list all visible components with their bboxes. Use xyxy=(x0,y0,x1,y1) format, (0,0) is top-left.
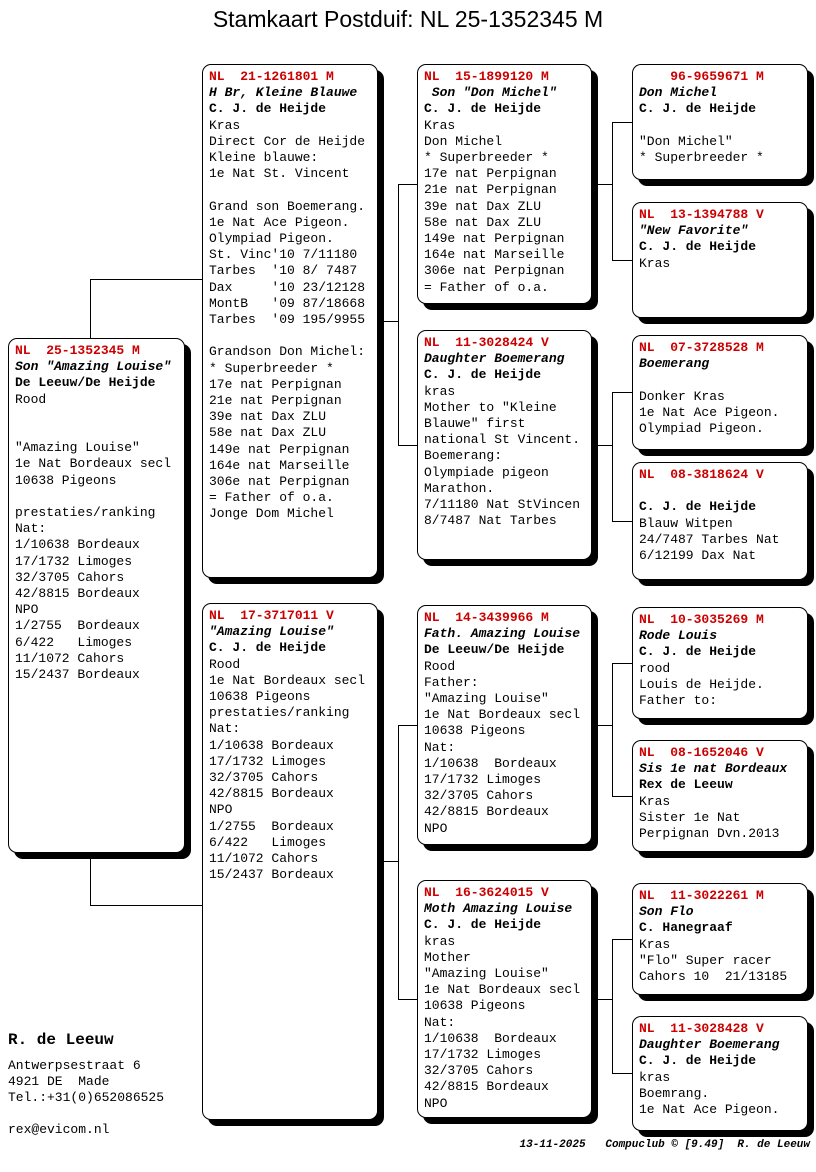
pedigree-line: 1/10638 Bordeaux xyxy=(424,1030,557,1046)
pedigree-line: 15/2437 Bordeaux xyxy=(209,867,334,883)
pedigree-box-dsd xyxy=(632,740,808,852)
pedigree-line: 96-9659671 M xyxy=(639,69,764,84)
connector-line xyxy=(612,1073,633,1074)
pedigree-line: 17/1732 Limoges xyxy=(15,553,133,569)
connector-line xyxy=(612,796,633,797)
pedigree-line: C. J. de Heijde xyxy=(209,101,327,117)
pedigree-line: national St Vincent. xyxy=(424,432,581,448)
pedigree-box-dam-dam xyxy=(417,880,592,1118)
connector-line xyxy=(612,939,633,940)
pedigree-line: NPO xyxy=(424,820,448,836)
pedigree-line: 32/3705 Cahors xyxy=(209,770,319,786)
pedigree-line: 1/2755 Bordeaux xyxy=(15,618,140,634)
connector-line xyxy=(592,445,613,446)
pedigree-line: "Amazing Louise" xyxy=(424,966,549,982)
connector-line xyxy=(612,663,613,797)
connector-line xyxy=(592,184,613,185)
pedigree-line: De Leeuw/De Heijde xyxy=(15,375,156,391)
pedigree-line xyxy=(209,328,371,344)
pedigree-line: C. J. de Heijde xyxy=(639,499,757,515)
pedigree-line: Blauwe" first xyxy=(424,416,526,432)
pedigree-line: NL 16-3624015 V xyxy=(424,885,549,900)
pedigree-line: 1/2755 Bordeaux xyxy=(209,818,334,834)
pedigree-line: St. Vinc'10 7/11180 xyxy=(209,247,358,263)
pedigree-line: Grand son Boemerang. xyxy=(209,198,366,214)
pedigree-line: 306e nat Perpignan xyxy=(209,474,350,490)
pedigree-line: 1/10638 Bordeaux xyxy=(209,737,334,753)
pedigree-line: prestaties/ranking xyxy=(15,505,156,521)
pedigree-line: Kras xyxy=(424,117,456,133)
pedigree-line: 7/11180 Nat StVincen xyxy=(424,497,581,513)
pedigree-line: 6/12199 Dax Nat xyxy=(639,548,757,564)
pedigree-line: NPO xyxy=(424,1095,448,1111)
pedigree-line: "New Favorite" xyxy=(639,223,749,239)
pedigree-line: NL 08-3818624 V xyxy=(639,467,764,482)
pedigree-line: 1/10638 Bordeaux xyxy=(15,537,140,553)
pedigree-line: Son Flo xyxy=(639,904,694,920)
pedigree-line: Sister 1e Nat xyxy=(639,809,741,825)
footer-credit: 13-11-2025 Compuclub © [9.49] R. de Leeuw xyxy=(519,1139,810,1151)
pedigree-line xyxy=(15,489,178,505)
connector-line xyxy=(90,905,203,906)
pedigree-line: C. J. de Heijde xyxy=(424,367,542,383)
pedigree-line: Direct Cor de Heijde xyxy=(209,133,366,149)
connector-line xyxy=(378,321,399,322)
pedigree-line: prestaties/ranking xyxy=(209,705,350,721)
pedigree-line: C. Hanegraaf xyxy=(639,920,733,936)
pedigree-box-subject xyxy=(8,338,185,853)
pedigree-line: Rode Louis xyxy=(639,628,718,644)
pedigree-box-dam xyxy=(202,603,378,1120)
pedigree-line: Kleine blauwe: xyxy=(209,150,319,166)
pedigree-line: 6/422 Limoges xyxy=(15,634,133,650)
connector-line xyxy=(90,279,91,339)
connector-line xyxy=(398,725,399,1000)
pedigree-line: = Father of o.a. xyxy=(424,279,549,295)
pedigree-line xyxy=(639,118,801,134)
owner-name: R. de Leeuw xyxy=(8,1031,114,1049)
pedigree-line: Son "Don Michel" xyxy=(424,85,557,101)
owner-block xyxy=(8,1032,164,1138)
connector-line xyxy=(612,392,633,393)
pedigree-line: 17e nat Perpignan xyxy=(424,166,557,182)
owner-email: rex@evicom.nl xyxy=(8,1122,110,1137)
pedigree-line: Perpignan Dvn.2013 xyxy=(639,826,780,842)
pedigree-line: Olympiade pigeon xyxy=(424,464,549,480)
pedigree-box-ddd xyxy=(632,1016,808,1131)
pedigree-box-sdd xyxy=(632,462,808,580)
pedigree-line: Son "Amazing Louise" xyxy=(15,359,172,375)
pedigree-box-sire xyxy=(202,64,378,578)
pedigree-line: NL 17-3717011 V xyxy=(209,608,334,623)
pedigree-line: Olympiad Pigeon. xyxy=(209,231,334,247)
pedigree-line: Rood xyxy=(424,658,456,674)
pedigree-line: 1e Nat Bordeaux secl xyxy=(209,672,366,688)
connector-line xyxy=(398,445,418,446)
pedigree-line: 42/8815 Bordeaux xyxy=(209,786,334,802)
pedigree-line: C. J. de Heijde xyxy=(209,640,327,656)
pedigree-box-ssd xyxy=(632,202,808,318)
pedigree-line: kras xyxy=(424,933,456,949)
pedigree-line: Father: xyxy=(424,674,479,690)
pedigree-line: Father to: xyxy=(639,693,718,709)
pedigree-line: 1e Nat Bordeaux secl xyxy=(15,456,172,472)
pedigree-line: Grandson Don Michel: xyxy=(209,344,366,360)
pedigree-line: NL 13-1394788 V xyxy=(639,207,764,222)
pedigree-line: 11/1072 Cahors xyxy=(15,650,125,666)
connector-line xyxy=(612,392,613,522)
pedigree-line: Nat: xyxy=(424,1014,456,1030)
connector-line xyxy=(612,122,613,261)
pedigree-line: Dax '10 23/12128 xyxy=(209,279,366,295)
pedigree-line: rood xyxy=(639,660,671,676)
pedigree-line: 17/1732 Limoges xyxy=(424,1047,542,1063)
pedigree-box-dss xyxy=(632,607,808,719)
pedigree-line: Fath. Amazing Louise xyxy=(424,626,581,642)
pedigree-line: 17/1732 Limoges xyxy=(424,772,542,788)
pedigree-line: "Amazing Louise" xyxy=(209,624,334,640)
connector-line xyxy=(398,184,418,185)
pedigree-line: * Superbreeder * xyxy=(424,150,549,166)
pedigree-line: kras xyxy=(639,1069,671,1085)
pedigree-line: 1e Nat Ace Pigeon. xyxy=(639,404,780,420)
pedigree-line: 39e nat Dax ZLU xyxy=(424,198,542,214)
pedigree-line: 58e nat Dax ZLU xyxy=(424,214,542,230)
owner-phone: Tel.:+31(0)652086525 xyxy=(8,1090,165,1105)
pedigree-line: C. J. de Heijde xyxy=(639,644,757,660)
pedigree-line: H Br, Kleine Blauwe xyxy=(209,85,358,101)
pedigree-line: Blauw Witpen xyxy=(639,515,733,531)
pedigree-line: 24/7487 Tarbes Nat xyxy=(639,531,780,547)
connector-line xyxy=(90,279,203,280)
pedigree-line: "Amazing Louise" xyxy=(424,691,549,707)
pedigree-line: NL 11-3028428 V xyxy=(639,1021,764,1036)
pedigree-line: Rex de Leeuw xyxy=(639,777,733,793)
pedigree-line: Boemerang xyxy=(639,356,710,372)
pedigree-line: 10638 Pigeons xyxy=(424,723,526,739)
connector-line xyxy=(378,861,399,862)
pedigree-line xyxy=(639,483,801,499)
pedigree-line: 1/10638 Bordeaux xyxy=(424,755,557,771)
pedigree-box-dam-sire xyxy=(417,605,592,845)
pedigree-line: 21e nat Perpignan xyxy=(209,393,342,409)
pedigree-line: "Amazing Louise" xyxy=(15,440,140,456)
pedigree-box-sire-dam xyxy=(417,330,592,560)
pedigree-line: * Superbreeder * xyxy=(209,360,334,376)
pedigree-line: Kras xyxy=(639,936,671,952)
pedigree-box-sire-sire xyxy=(417,64,592,304)
pedigree-line: NL 08-1652046 V xyxy=(639,745,764,760)
pedigree-line xyxy=(15,408,178,424)
pedigree-line: Kras xyxy=(639,255,671,271)
pedigree-line: 42/8815 Bordeaux xyxy=(424,804,549,820)
pedigree-line: Jonge Dom Michel xyxy=(209,506,334,522)
pedigree-line: NL 10-3035269 M xyxy=(639,612,764,627)
connector-line xyxy=(612,122,633,123)
pedigree-line: Moth Amazing Louise xyxy=(424,901,573,917)
pedigree-line: Tarbes '09 195/9955 xyxy=(209,312,366,328)
pedigree-line: 32/3705 Cahors xyxy=(15,569,125,585)
pedigree-line: 306e nat Perpignan xyxy=(424,263,565,279)
pedigree-line: 58e nat Dax ZLU xyxy=(209,425,327,441)
pedigree-line: Daughter Boemerang xyxy=(639,1037,780,1053)
pedigree-line: NPO xyxy=(209,802,233,818)
connector-line xyxy=(612,663,633,664)
pedigree-line: 10638 Pigeons xyxy=(209,689,311,705)
pedigree-line: 8/7487 Nat Tarbes xyxy=(424,513,557,529)
pedigree-line: C. J. de Heijde xyxy=(424,917,542,933)
pedigree-line: NL 07-3728528 M xyxy=(639,340,764,355)
pedigree-line: Boemerang: xyxy=(424,448,503,464)
owner-address-line: 4921 DE Made xyxy=(8,1074,110,1089)
pedigree-line xyxy=(639,372,801,388)
connector-line xyxy=(592,725,613,726)
pedigree-line: Marathon. xyxy=(424,480,495,496)
pedigree-line: Olympiad Pigeon. xyxy=(639,421,764,437)
connector-line xyxy=(398,725,418,726)
pedigree-line: C. J. de Heijde xyxy=(639,239,757,255)
pedigree-line: C. J. de Heijde xyxy=(424,101,542,117)
pedigree-line: 149e nat Perpignan xyxy=(424,231,565,247)
pedigree-line: MontB '09 87/18668 xyxy=(209,295,366,311)
pedigree-line: 42/8815 Bordeaux xyxy=(15,586,140,602)
pedigree-line: Cahors 10 21/13185 xyxy=(639,969,788,985)
pedigree-line: Rood xyxy=(15,391,47,407)
connector-line xyxy=(90,852,91,906)
pedigree-line: NL 21-1261801 M xyxy=(209,69,334,84)
pedigree-line: Mother to "Kleine xyxy=(424,399,557,415)
pedigree-line: = Father of o.a. xyxy=(209,490,334,506)
pedigree-line: 1e Nat Bordeaux secl xyxy=(424,982,581,998)
connector-line xyxy=(398,184,399,446)
pedigree-line xyxy=(209,182,371,198)
pedigree-line: 10638 Pigeons xyxy=(15,472,117,488)
pedigree-line: Don Michel xyxy=(424,133,503,149)
connector-line xyxy=(612,260,633,261)
pedigree-line: 1e Nat Ace Pigeon. xyxy=(639,1102,780,1118)
pedigree-line: 21e nat Perpignan xyxy=(424,182,557,198)
owner-address-line: Antwerpsestraat 6 xyxy=(8,1058,141,1073)
pedigree-line: 1e Nat St. Vincent xyxy=(209,166,350,182)
pedigree-line: Donker Kras xyxy=(639,388,725,404)
pedigree-line: C. J. de Heijde xyxy=(639,101,757,117)
pedigree-line: 39e nat Dax ZLU xyxy=(209,409,327,425)
pedigree-line: Louis de Heijde. xyxy=(639,676,764,692)
pedigree-box-dds xyxy=(632,883,808,995)
pedigree-line xyxy=(15,424,178,440)
pedigree-line: 149e nat Perpignan xyxy=(209,441,350,457)
pedigree-line: 17e nat Perpignan xyxy=(209,376,342,392)
connector-line xyxy=(398,999,418,1000)
pedigree-line: 15/2437 Bordeaux xyxy=(15,667,140,683)
pedigree-line: Nat: xyxy=(15,521,47,537)
pedigree-line: kras xyxy=(424,383,456,399)
pedigree-line: NL 14-3439966 M xyxy=(424,610,549,625)
pedigree-line: Don Michel xyxy=(639,85,718,101)
pedigree-line: 1e Nat Bordeaux secl xyxy=(424,707,581,723)
pedigree-line: 32/3705 Cahors xyxy=(424,788,534,804)
connector-line xyxy=(612,521,633,522)
pedigree-line: NL 11-3022261 M xyxy=(639,888,764,903)
pedigree-line: 164e nat Marseille xyxy=(209,457,350,473)
pedigree-line: Rood xyxy=(209,656,241,672)
pedigree-line: De Leeuw/De Heijde xyxy=(424,642,565,658)
connector-line xyxy=(592,999,613,1000)
pedigree-line: Kras xyxy=(209,117,241,133)
pedigree-box-sss xyxy=(632,64,808,180)
pedigree-line: "Don Michel" xyxy=(639,133,733,149)
pedigree-line: 1e Nat Ace Pigeon. xyxy=(209,214,350,230)
pedigree-line: Mother xyxy=(424,949,471,965)
pedigree-line: 164e nat Marseille xyxy=(424,247,565,263)
pedigree-line: Tarbes '10 8/ 7487 xyxy=(209,263,358,279)
pedigree-line: NL 15-1899120 M xyxy=(424,69,549,84)
pedigree-line: NL 25-1352345 M xyxy=(15,343,140,358)
page-title: Stamkaart Postduif: NL 25-1352345 M xyxy=(212,6,604,32)
pedigree-line: "Flo" Super racer xyxy=(639,952,772,968)
pedigree-line: NL 11-3028424 V xyxy=(424,335,549,350)
pedigree-line: Sis 1e nat Bordeaux xyxy=(639,761,788,777)
pedigree-line: Nat: xyxy=(209,721,241,737)
pedigree-line: Nat: xyxy=(424,739,456,755)
pedigree-line: 6/422 Limoges xyxy=(209,834,327,850)
pedigree-line: 17/1732 Limoges xyxy=(209,753,327,769)
pedigree-box-sds xyxy=(632,335,808,450)
pedigree-line: NPO xyxy=(15,602,39,618)
pedigree-line: C. J. de Heijde xyxy=(639,1053,757,1069)
pedigree-line: 42/8815 Bordeaux xyxy=(424,1079,549,1095)
pedigree-line: 10638 Pigeons xyxy=(424,998,526,1014)
pedigree-line: * Superbreeder * xyxy=(639,150,764,166)
pedigree-line: 32/3705 Cahors xyxy=(424,1063,534,1079)
pedigree-line: Kras xyxy=(639,793,671,809)
connector-line xyxy=(612,939,613,1074)
pedigree-line: Boemrang. xyxy=(639,1085,710,1101)
pedigree-line: 11/1072 Cahors xyxy=(209,851,319,867)
pedigree-line: Daughter Boemerang xyxy=(424,351,565,367)
